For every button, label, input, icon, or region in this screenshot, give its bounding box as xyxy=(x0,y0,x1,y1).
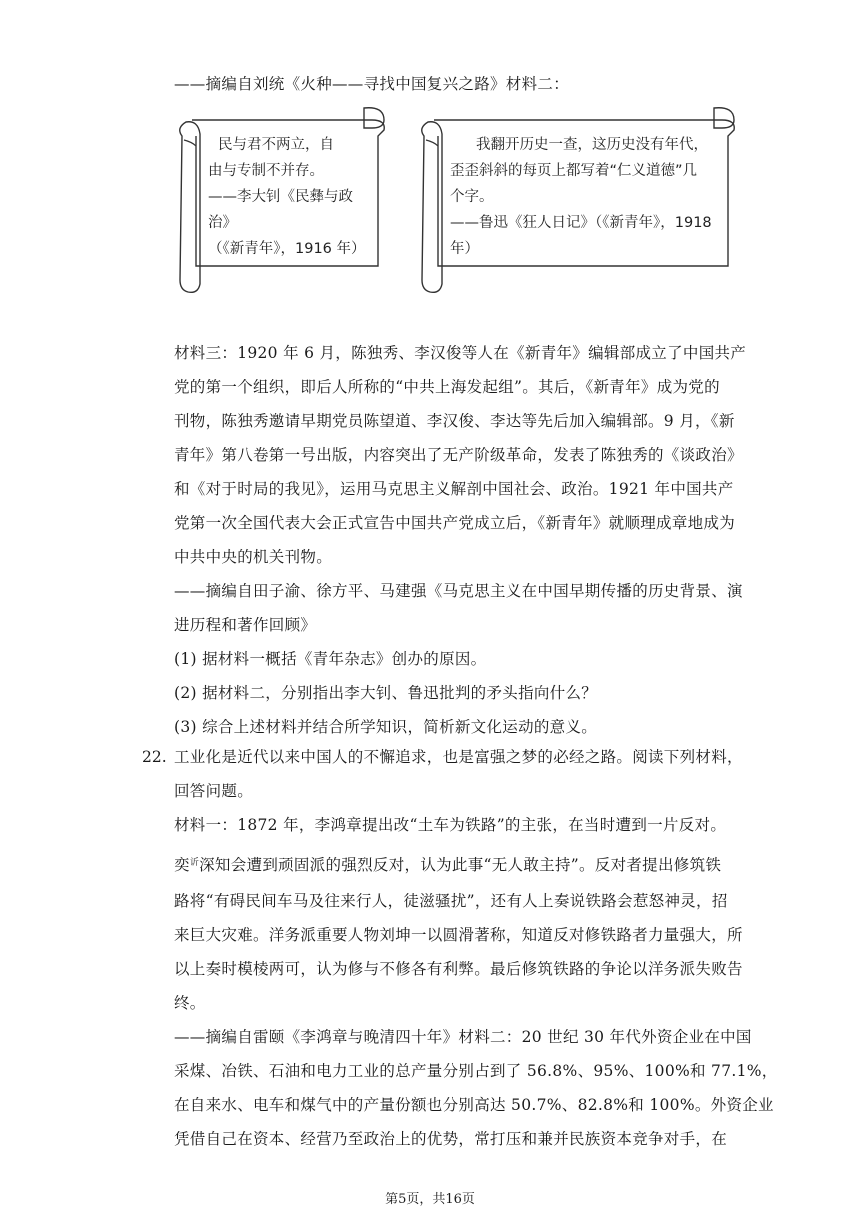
q22-more-line: 以上奏时模棱两可，认为修与不修各有利弊。最后修筑铁路的争论以洋务派失败告 xyxy=(174,960,743,978)
q22-more-line: ——摘编自雷颐《李鸿章与晚清四十年》材料二：20 世纪 30 年代外资企业在中国 xyxy=(174,1028,752,1046)
q22-line: 回答问题。 xyxy=(174,782,254,800)
material3-line: 刊物，陈独秀邀请早期党员陈望道、李汉俊、李达等先后加入编辑部。9 月，《新 xyxy=(174,412,735,430)
material3-line: 党的第一个组织，即后人所称的“中共上海发起组”。其后，《新青年》成为党的 xyxy=(174,378,720,396)
material3-line: 和《对于时局的我见》，运用马克思主义解剖中国社会、政治。1921 年中国共产 xyxy=(174,480,734,498)
scroll-left-line-1: 民与君不两立，自 xyxy=(218,137,334,153)
material3-line: 党第一次全国代表大会正式宣告中国共产党成立后，《新青年》就顺理成章地成为 xyxy=(174,514,736,532)
material3-line: 青年》第八卷第一号出版，内容突出了无产阶级革命，发表了陈独秀的《谈政治》 xyxy=(174,446,743,464)
scroll-left xyxy=(172,106,388,296)
q22-line: 材料一：1872 年，李鸿章提出改“土车为铁路”的主张，在当时遭到一片反对。 xyxy=(174,816,727,834)
source3-line: 进历程和著作回顾》 xyxy=(174,616,317,634)
scroll-right-line-1: 我翻开历史一查，这历史没有年代， xyxy=(476,137,708,153)
q22-yixin-line xyxy=(174,855,721,875)
question-3: (3) 综合上述材料并结合所学知识，简析新文化运动的意义。 xyxy=(174,718,598,736)
material3-line: 中共中央的机关刊物。 xyxy=(174,548,333,566)
q22-line: 工业化是近代以来中国人的不懈追求，也是富强之梦的必经之路。阅读下列材料， xyxy=(174,748,743,766)
q22-more-line: 凭借自己在资本、经营乃至政治上的优势，常打压和兼并民族资本竞争对手，在 xyxy=(174,1130,728,1148)
scroll-left-line-2: 由与专制不并存。 xyxy=(208,163,324,179)
q22-more-line: 路将“有碍民间车马及往来行人，徒滋骚扰”，还有人上奏说铁路会惹怒神灵，招 xyxy=(174,892,728,910)
question-1: (1) 据材料一概括《青年杂志》创办的原因。 xyxy=(174,650,487,668)
question-2: (2) 据材料二，分别指出李大钊、鲁迅批判的矛头指向什么？ xyxy=(174,684,598,702)
intro-line: ——摘编自刘统《火种——寻找中国复兴之路》材料二： xyxy=(174,75,570,93)
material3-line: 材料三：1920 年 6 月，陈独秀、李汉俊等人在《新青年》编辑部成立了中国共产 xyxy=(174,344,747,362)
scroll-right-line-5: 年） xyxy=(450,241,479,257)
scroll-right-line-4: ——鲁迅《狂人日记》（《新青年》，1918 xyxy=(450,215,712,231)
yixin-sup: 䜣 xyxy=(189,858,200,868)
yixin-rest: 深知会遭到顽固派的强烈反对，认为此事“无人敢主持”。反对者提出修筑铁 xyxy=(199,856,722,874)
yixin-char: 奕 xyxy=(174,856,190,874)
source3-line: ——摘编自田子渝、徐方平、马建强《马克思主义在中国早期传播的历史背景、演 xyxy=(174,582,743,600)
scroll-left-line-4: 治》 xyxy=(208,215,237,231)
scroll-right xyxy=(414,106,738,296)
q22-more-line: 来巨大灾难。洋务派重要人物刘坤一以圆滑著称，知道反对修铁路者力量强大，所 xyxy=(174,926,743,944)
page-footer: 第5页，共16页 xyxy=(385,1192,475,1207)
q22-more-line: 在自来水、电车和煤气中的产量份额也分别高达 50.7%、82.8%和 100%。外资企业 xyxy=(174,1096,774,1114)
scroll-left-line-5: （《新青年》，1916 年） xyxy=(208,241,366,257)
q22-more-line: 终。 xyxy=(174,994,206,1012)
question-number-22: 22. xyxy=(142,748,167,766)
scroll-left-line-3: ——李大钊《民彝与政 xyxy=(208,189,353,205)
q22-more-line: 采煤、冶铁、石油和电力工业的总产量分别占到了 56.8%、95%、100%和 77.1%， xyxy=(174,1062,778,1080)
scroll-right-line-3: 个字。 xyxy=(450,189,494,205)
scroll-right-line-2: 歪歪斜斜的每页上都写着“仁义道德”几 xyxy=(450,163,698,179)
